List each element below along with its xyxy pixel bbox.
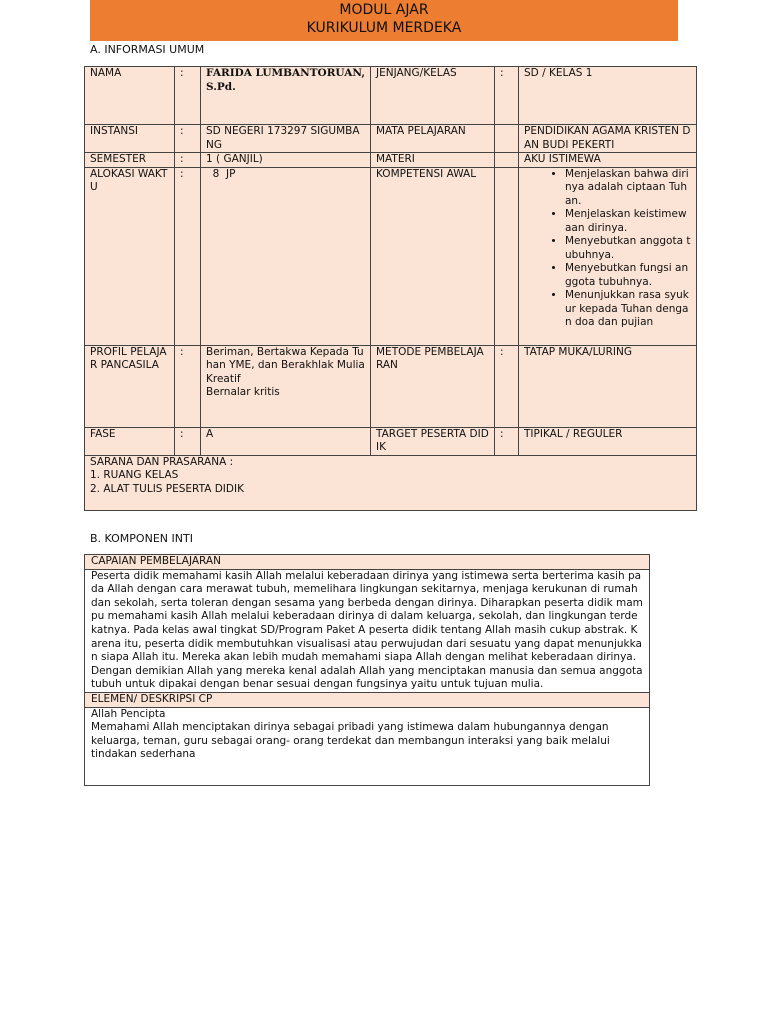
colon: : — [175, 167, 201, 345]
table-row — [85, 67, 697, 125]
profil-line: Beriman, Bertakwa Kepada Tuhan YME, dan Berakhlak Mulia — [206, 345, 365, 371]
sarana-item: 1. RUANG KELAS — [90, 469, 179, 481]
colon: : — [175, 153, 201, 168]
metode-label: METODE PEMBELAJARAN — [371, 345, 495, 427]
sarana-cell — [85, 455, 697, 510]
jenjang-value: SD / KELAS 1 — [519, 67, 697, 125]
title-line-2: KURIKULUM MERDEKA — [306, 20, 462, 36]
semester-value: 1 ( GANJIL) — [201, 153, 371, 168]
table-row — [85, 167, 697, 345]
table-row — [85, 125, 697, 153]
list-item: • Menunjukkan rasa syukur kepada Tuhan dengan doa dan pujian — [565, 289, 691, 330]
list-item: • Menjelaskan bahwa dirinya adalah ciptaan Tuhan. — [565, 168, 691, 209]
capaian-text: Peserta didik memahami kasih Allah melalui keberadaan dirinya yang istimewa serta berterima kasih pada Allah dengan cara merawat tubuh, memelihara lingkungan sekitarnya, menjaga kerukunan di rumah dan sekolah, serta toleran dengan sesama yang berbeda dengan dirinya. Diharapkan peserta didik mampu memahami kasih Allah melalui keberadaan dirinya di dalam keluarga, sekolah, dan lingkungan terdekatnya. Pada kelas awal tingkat SD/Program Paket A peserta didik tentang Allah masih cukup abstrak. Karena itu, peserta didik membutuhkan visualisasi atau perwujudan dari sesuatu yang dapat menunjukkan siapa Allah itu. Mereka akan lebih mudah memahami siapa Allah dengan melihat keberadaan dirinya. Dengan demikian Allah yang mereka kenal adalah Allah yang menciptakan manusia dan semua anggota tubuh untuk dipakai dengan benar sesuai dengan fungsinya yaitu untuk tujuan mulia. — [85, 569, 650, 692]
list-item: • Menyebutkan fungsi anggota tubuhnya. — [565, 262, 691, 289]
sarana-label: SARANA DAN PRASARANA : — [90, 455, 234, 468]
core-component-table — [84, 554, 650, 786]
list-item: • Menjelaskan keistimewaan dirinya. — [565, 208, 691, 235]
elemen-cell — [85, 707, 650, 785]
table-row — [85, 555, 650, 570]
table-row — [85, 455, 697, 510]
colon: : — [175, 67, 201, 125]
profil-value — [201, 345, 371, 427]
mapel-value: PENDIDIKAN AGAMA KRISTEN DAN BUDI PEKERTI — [519, 125, 697, 153]
alokasi-value: 8 JP — [201, 167, 371, 345]
elemen-title: Allah Pencipta — [91, 707, 166, 720]
colon: : — [495, 67, 519, 125]
colon: : — [495, 345, 519, 427]
instansi-label: INSTANSI — [85, 125, 175, 153]
title-banner — [90, 0, 678, 41]
materi-value: AKU ISTIMEWA — [519, 153, 697, 168]
nama-value: FARIDA LUMBANTORUAN, S.Pd. — [201, 67, 371, 125]
colon: : — [175, 427, 201, 455]
kompetensi-cell — [519, 167, 697, 345]
elemen-text: Memahami Allah menciptakan dirinya sebagai pribadi yang istimewa dalam hubungannya dengan keluarga, teman, guru sebagai orang- orang terdekat dan membangun interaksi yang baik melalui tindakan sederhana — [91, 721, 610, 761]
colon: : — [175, 125, 201, 153]
target-label: TARGET PESERTA DIDIK — [371, 427, 495, 455]
general-info-table — [84, 66, 697, 511]
colon: : — [495, 427, 519, 455]
section-b-heading: B. KOMPONEN INTI — [90, 532, 193, 545]
materi-label: MATERI — [371, 153, 495, 168]
fase-label: FASE — [85, 427, 175, 455]
colon: : — [175, 345, 201, 427]
title-line-1: MODUL AJAR — [339, 2, 429, 18]
kompetensi-list — [519, 168, 691, 330]
profil-line: Kreatif — [206, 372, 241, 385]
profil-line: Bernalar kritis — [206, 386, 280, 398]
alokasi-label: ALOKASI WAKTU — [85, 167, 175, 345]
instansi-value: SD NEGERI 173297 SIGUMBANG — [201, 125, 371, 153]
table-row — [85, 707, 650, 785]
table-row — [85, 427, 697, 455]
kompetensi-label: KOMPETENSI AWAL — [371, 167, 495, 345]
semester-label: SEMESTER — [85, 153, 175, 168]
table-row — [85, 692, 650, 707]
metode-value: TATAP MUKA/LURING — [519, 345, 697, 427]
table-row — [85, 569, 650, 692]
profil-label: PROFIL PELAJAR PANCASILA — [85, 345, 175, 427]
list-item: • Menyebutkan anggota tubuhnya. — [565, 235, 691, 262]
fase-value: A — [201, 427, 371, 455]
target-value: TIPIKAL / REGULER — [519, 427, 697, 455]
table-row — [85, 153, 697, 168]
elemen-label: ELEMEN/ DESKRIPSI CP — [85, 692, 650, 707]
mapel-label: MATA PELAJARAN — [371, 125, 495, 153]
nama-label: NAMA — [85, 67, 175, 125]
jenjang-label: JENJANG/KELAS — [371, 67, 495, 125]
capaian-label: CAPAIAN PEMBELAJARAN — [85, 555, 650, 570]
section-a-heading: A. INFORMASI UMUM — [90, 43, 205, 56]
table-row — [85, 345, 697, 427]
sarana-item: 2. ALAT TULIS PESERTA DIDIK — [90, 482, 244, 495]
